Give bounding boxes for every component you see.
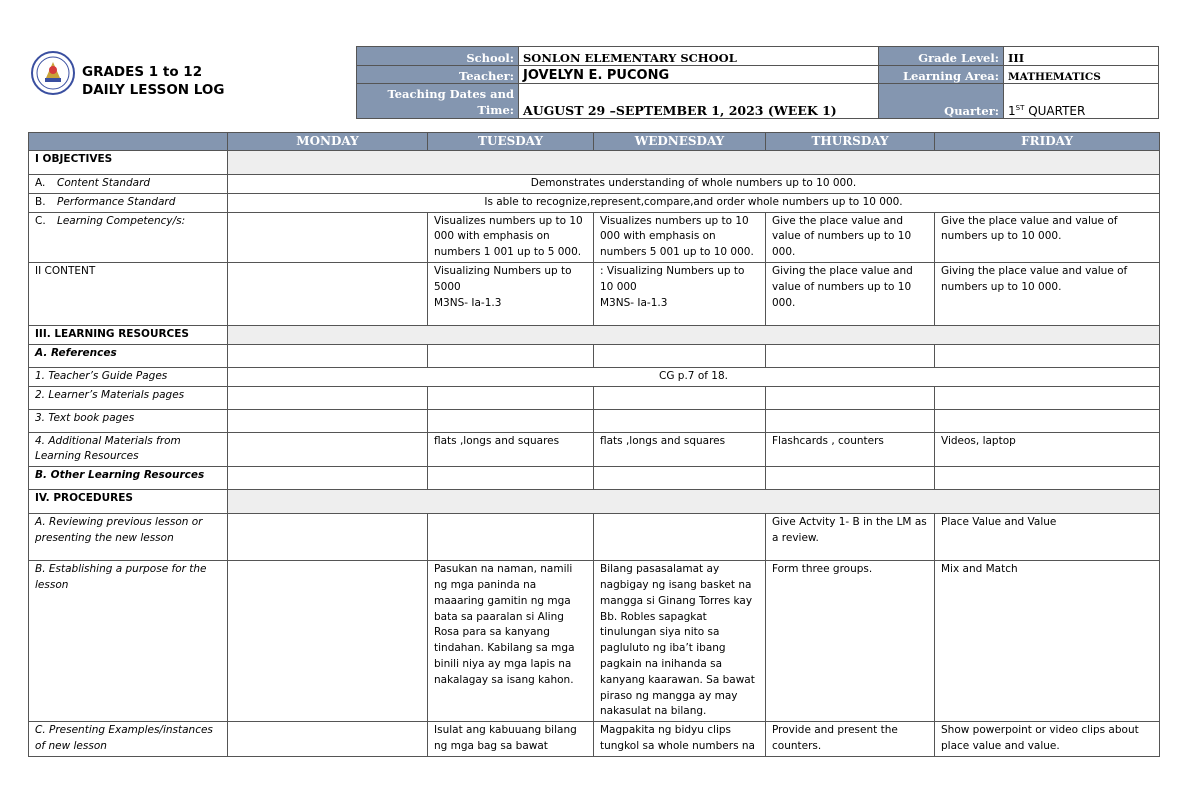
presenting-friday: Show powerpoint or video clips about place value and value. [935,722,1160,757]
quarter-label: Quarter: [879,84,1004,119]
content-standard-label: A. Content Standard [29,175,228,194]
day-header-thursday: THURSDAY [766,133,935,151]
dates-label: Teaching Dates and Time: [357,84,519,119]
competency-friday: Give the place value and value of numbers up to 10 000. [935,212,1160,262]
other-resources-label: B. Other Learning Resources [29,467,228,490]
section-procedures: IV. PROCEDURES [29,490,228,514]
school-value: SONLON ELEMENTARY SCHOOL [519,47,879,66]
references-wednesday [594,344,766,367]
lm-pages-wednesday [594,386,766,409]
tg-pages-value: CG p.7 of 18. [228,367,1160,386]
references-friday [935,344,1160,367]
other-wednesday [594,467,766,490]
reviewing-tuesday [428,514,594,561]
references-monday [228,344,428,367]
grade-level-value: III [1004,47,1159,66]
learning-area-value: MATHEMATICS [1004,66,1159,84]
lm-pages-label: 2. Learner’s Materials pages [29,386,228,409]
form-title-line2: DAILY LESSON LOG [82,82,225,98]
lm-pages-monday [228,386,428,409]
purpose-monday [228,561,428,722]
presenting-monday [228,722,428,757]
textbook-tuesday [428,409,594,432]
textbook-friday [935,409,1160,432]
reviewing-thursday: Give Actvity 1- B in the LM as a review. [766,514,935,561]
lm-pages-friday [935,386,1160,409]
references-tuesday [428,344,594,367]
references-label: A. References [29,344,228,367]
additional-monday [228,432,428,467]
purpose-thursday: Form three groups. [766,561,935,722]
textbook-monday [228,409,428,432]
additional-wednesday: flats ,longs and squares [594,432,766,467]
content-standard-value: Demonstrates understanding of whole numbers up to 10 000. [228,175,1160,194]
content-label: II CONTENT [29,262,228,325]
references-thursday [766,344,935,367]
performance-standard-label: B. Performance Standard [29,193,228,212]
competency-monday [228,212,428,262]
dates-value: AUGUST 29 –SEPTEMBER 1, 2023 (WEEK 1) [519,84,879,119]
additional-materials-label: 4. Additional Materials from Learning Resources [29,432,228,467]
section-fill [228,325,1160,344]
teacher-label: Teacher: [357,66,519,84]
competency-wednesday: Visualizes numbers up to 10 000 with emphasis on numbers 5 001 up to 10 000. [594,212,766,262]
content-wednesday: : Visualizing Numbers up to 10 000 M3NS- Ia-1.3 [594,262,766,325]
school-label: School: [357,47,519,66]
other-friday [935,467,1160,490]
competency-label: C. Learning Competency/s: [29,212,228,262]
lm-pages-tuesday [428,386,594,409]
reviewing-wednesday [594,514,766,561]
header-info-table [356,46,1159,119]
other-tuesday [428,467,594,490]
section-objectives: I OBJECTIVES [29,151,228,175]
lm-pages-thursday [766,386,935,409]
purpose-friday: Mix and Match [935,561,1160,722]
reviewing-label: A. Reviewing previous lesson or presenting the new lesson [29,514,228,561]
additional-thursday: Flashcards , counters [766,432,935,467]
reviewing-monday [228,514,428,561]
day-header-friday: FRIDAY [935,133,1160,151]
tg-pages-label: 1. Teacher’s Guide Pages [29,367,228,386]
content-thursday: Giving the place value and value of numbers up to 10 000. [766,262,935,325]
presenting-tuesday: Isulat ang kabuuang bilang ng mga bag sa bawat [428,722,594,757]
textbook-wednesday [594,409,766,432]
presenting-wednesday: Magpakita ng bidyu clips tungkol sa whole numbers na [594,722,766,757]
other-thursday [766,467,935,490]
content-friday: Giving the place value and value of numbers up to 10 000. [935,262,1160,325]
corner-cell [29,133,228,151]
additional-tuesday: flats ,longs and squares [428,432,594,467]
additional-friday: Videos, laptop [935,432,1160,467]
lesson-log-table [28,132,1160,757]
content-monday [228,262,428,325]
grade-level-label: Grade Level: [879,47,1004,66]
section-learning-resources: III. LEARNING RESOURCES [29,325,228,344]
competency-thursday: Give the place value and value of numbers up to 10 000. [766,212,935,262]
textbook-pages-label: 3. Text book pages [29,409,228,432]
presenting-thursday: Provide and present the counters. [766,722,935,757]
quarter-value: 1ST QUARTER [1004,84,1159,119]
reviewing-friday: Place Value and Value [935,514,1160,561]
day-header-monday: MONDAY [228,133,428,151]
purpose-tuesday: Pasukan na naman, namili ng mga paninda na maaaring gamitin ng mga bata sa paaralan si Aling Rosa para sa kanyang tindahan. Kabilang sa mga binili niya ay mga lapis na nakalagay sa isang kahon. [428,561,594,722]
content-tuesday: Visualizing Numbers up to 5000 M3NS- Ia-1.3 [428,262,594,325]
deped-seal-logo [30,48,76,98]
teacher-value: JOVELYN E. PUCONG [519,66,879,84]
section-fill [228,490,1160,514]
presenting-label: C. Presenting Examples/instances of new lesson [29,722,228,757]
purpose-wednesday: Bilang pasasalamat ay nagbigay ng isang basket na mangga si Ginang Torres kay Bb. Robles sapagkat tinulungan siya nito sa pagluluto ng iba’t ibang pagkain na inihanda sa kanyang kaarawan. Sa bawat piraso ng mangga ay may nakasulat na bilang. [594,561,766,722]
day-header-wednesday: WEDNESDAY [594,133,766,151]
form-title-line1: GRADES 1 to 12 [82,64,203,80]
day-header-tuesday: TUESDAY [428,133,594,151]
performance-standard-value: Is able to recognize,represent,compare,and order whole numbers up to 10 000. [228,193,1160,212]
section-fill [228,151,1160,175]
competency-tuesday: Visualizes numbers up to 10 000 with emphasis on numbers 1 001 up to 5 000. [428,212,594,262]
textbook-thursday [766,409,935,432]
purpose-label: B. Establishing a purpose for the lesson [29,561,228,722]
learning-area-label: Learning Area: [879,66,1004,84]
other-monday [228,467,428,490]
